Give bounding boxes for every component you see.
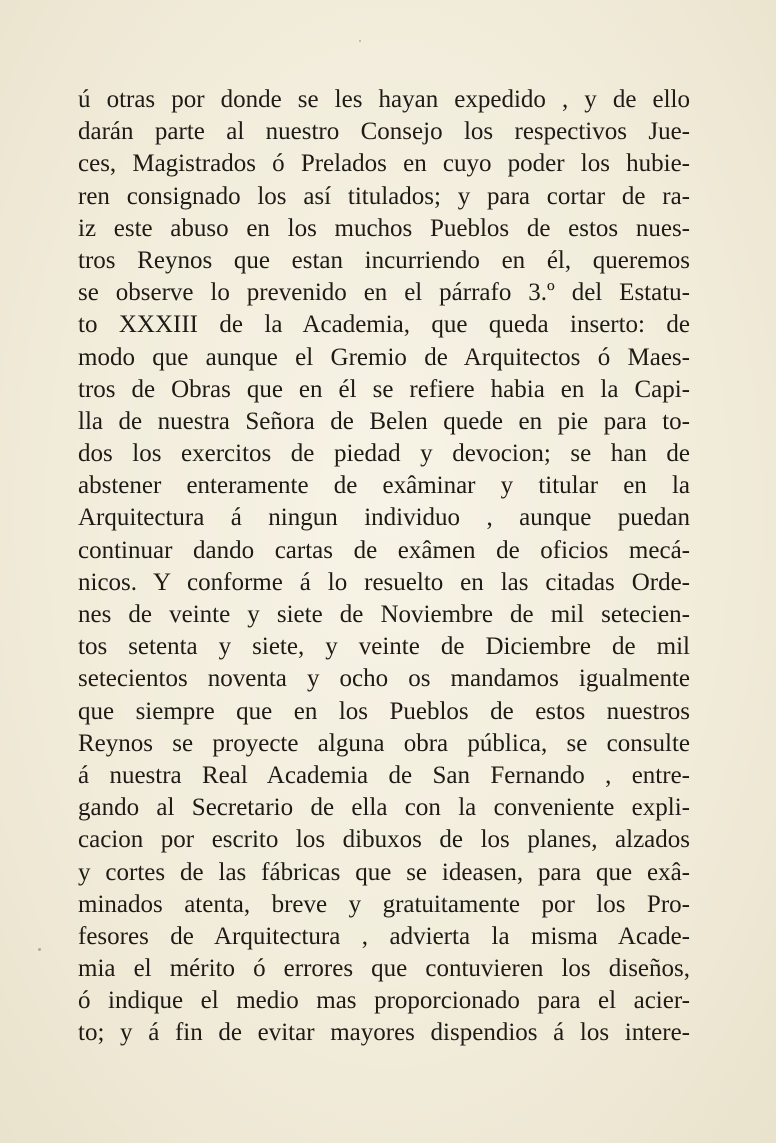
body-text xyxy=(78,84,690,1050)
text-line: ú otras por donde se les hayan expedido , y de ello xyxy=(78,86,690,113)
text-line: lla de nuestra Señora de Belen quede en pie para to- xyxy=(78,407,690,435)
text-line: ó indique el medio mas proporcionado para el acier- xyxy=(78,987,690,1015)
text-line: que siempre que en los Pueblos de estos nuestros xyxy=(78,697,690,725)
text-line: Reynos se proyecte alguna obra pública, se consulte xyxy=(78,729,690,757)
text-line: se observe lo prevenido en el párrafo 3.º del Estatu- xyxy=(78,279,690,307)
text-line: cacion por escrito los dibuxos de los planes, alzados xyxy=(78,826,690,854)
text-line: continuar dando cartas de exâmen de oficios mecá- xyxy=(78,536,690,564)
text-line: tros de Obras que en él se refiere habia en la Capi- xyxy=(78,375,690,403)
text-line: Arquitectura á ningun individuo , aunque puedan xyxy=(78,504,690,532)
text-line: darán parte al nuestro Consejo los respectivos Jue- xyxy=(78,118,690,146)
text-line: nes de veinte y siete de Noviembre de mil setecien- xyxy=(78,601,690,628)
text-line: ren consignado los así titulados; y para cortar de ra- xyxy=(78,182,690,210)
text-line: abstener enteramente de exâminar y titular en la xyxy=(78,472,690,500)
text-line: dos los exercitos de piedad y devocion; se han de xyxy=(78,440,690,468)
text-line: modo que aunque el Gremio de Arquitectos ó Maes- xyxy=(78,343,690,371)
text-line: setecientos noventa y ocho os mandamos igualmente xyxy=(78,665,690,693)
text-line: tros Reynos que estan incurriendo en él, queremos xyxy=(78,246,690,274)
text-line: to; y á fin de evitar mayores dispendios á los intere- xyxy=(78,1019,690,1047)
text-line: fesores de Arquitectura , advierta la misma Acade- xyxy=(78,922,690,950)
text-line: nicos. Y conforme á lo resuelto en las citadas Orde- xyxy=(78,568,690,596)
text-line: y cortes de las fábricas que se ideasen, para que exâ- xyxy=(78,858,690,886)
text-line: mia el mérito ó errores que contuvieren los diseños, xyxy=(78,955,690,983)
text-line: ces, Magistrados ó Prelados en cuyo poder los hubie- xyxy=(78,150,690,178)
text-line: to XXXIII de la Academia, que queda inserto: de xyxy=(78,311,690,339)
paper-speck xyxy=(38,948,41,951)
text-line: gando al Secretario de ella con la conveniente expli- xyxy=(78,794,690,822)
text-line: minados atenta, breve y gratuitamente por los Pro- xyxy=(78,890,690,918)
text-line: tos setenta y siete, y veinte de Diciembre de mil xyxy=(78,633,690,661)
paper-speck xyxy=(359,40,361,42)
text-line: á nuestra Real Academia de San Fernando , entre- xyxy=(78,761,690,789)
text-line: iz este abuso en los muchos Pueblos de estos nues- xyxy=(78,214,690,242)
